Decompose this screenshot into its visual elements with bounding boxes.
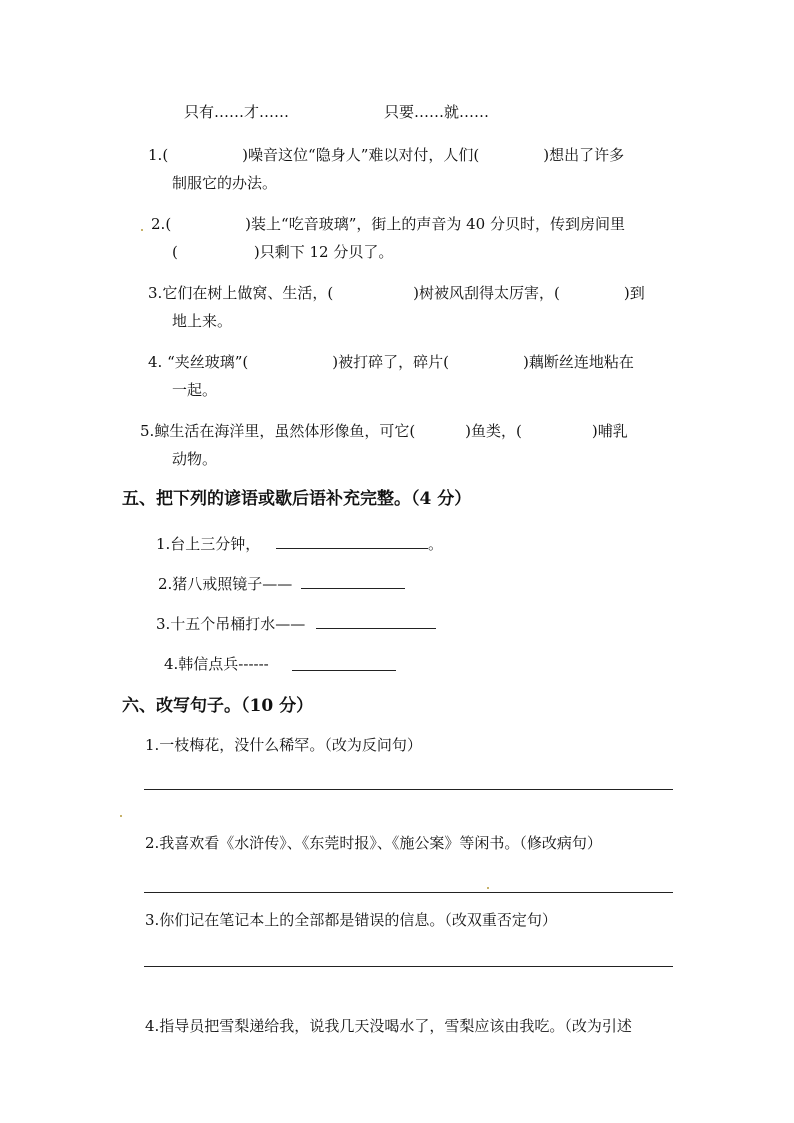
section-6-title: 六、改写句子。（10 分） <box>122 696 314 716</box>
section-5-title: 五、把下列的谚语或歇后语补充完整。（4 分） <box>122 489 472 509</box>
connective-pair-2: 只要……就…… <box>384 103 490 121</box>
answer-line-4[interactable] <box>292 656 396 671</box>
fill-item-3: 3.它们在树上做窝、生活，( )树被风刮得太厉害，( )到 <box>148 284 645 302</box>
proverb-item-1-end: 。 <box>428 535 444 553</box>
fill-item-2-line2: ( )只剩下 12 分贝了。 <box>172 243 394 261</box>
item-number: 1. <box>148 146 163 164</box>
fill-item-5-line2: 动物。 <box>172 450 218 468</box>
proverb-item-4: 4.韩信点兵------ <box>164 655 269 673</box>
rewrite-item-1: 1.一枝梅花，没什么稀罕。（改为反问句） <box>145 736 422 754</box>
answer-line-2[interactable] <box>301 574 405 589</box>
fill-item-5: 5.鲸生活在海洋里，虽然体形像鱼，可它( )鱼类，( )哺乳 <box>140 422 628 440</box>
fill-item-1-line2: 制服它的办法。 <box>172 174 278 192</box>
speck <box>487 887 489 889</box>
rewrite-item-3: 3.你们记在笔记本上的全部都是错误的信息。（改双重否定句） <box>145 911 557 929</box>
speck <box>141 229 143 231</box>
answer-line-3[interactable] <box>316 614 436 629</box>
rewrite-answer-line-1[interactable] <box>144 789 673 790</box>
fill-item-4: 4. “夹丝玻璃”( )被打碎了，碎片( )藕断丝连地粘在 <box>148 353 634 371</box>
speck <box>120 815 122 817</box>
proverb-item-1: 1.台上三分钟， <box>156 535 261 553</box>
fill-item-3-line2: 地上来。 <box>172 312 233 330</box>
connective-pair-1: 只有……才…… <box>184 103 290 121</box>
rewrite-answer-line-3[interactable] <box>144 966 673 967</box>
answer-line-1[interactable] <box>276 534 428 549</box>
rewrite-item-2: 2.我喜欢看《水浒传》、《东莞时报》、《施公案》等闲书。（修改病句） <box>145 834 602 852</box>
rewrite-answer-line-2[interactable] <box>144 892 673 893</box>
proverb-item-2: 2.猪八戒照镜子—— <box>158 575 293 593</box>
proverb-item-3: 3.十五个吊桶打水—— <box>156 615 306 633</box>
fill-item-2: 2.( )装上“吃音玻璃”，街上的声音为 40 分贝时，传到房间里 <box>151 215 625 233</box>
fill-item-4-line2: 一起。 <box>172 381 218 399</box>
rewrite-item-4: 4.指导员把雪梨递给我，说我几天没喝水了，雪梨应该由我吃。（改为引述 <box>145 1017 632 1035</box>
fill-item-1: 1.( )噪音这位“隐身人”难以对付，人们( )想出了许多 <box>148 146 625 164</box>
